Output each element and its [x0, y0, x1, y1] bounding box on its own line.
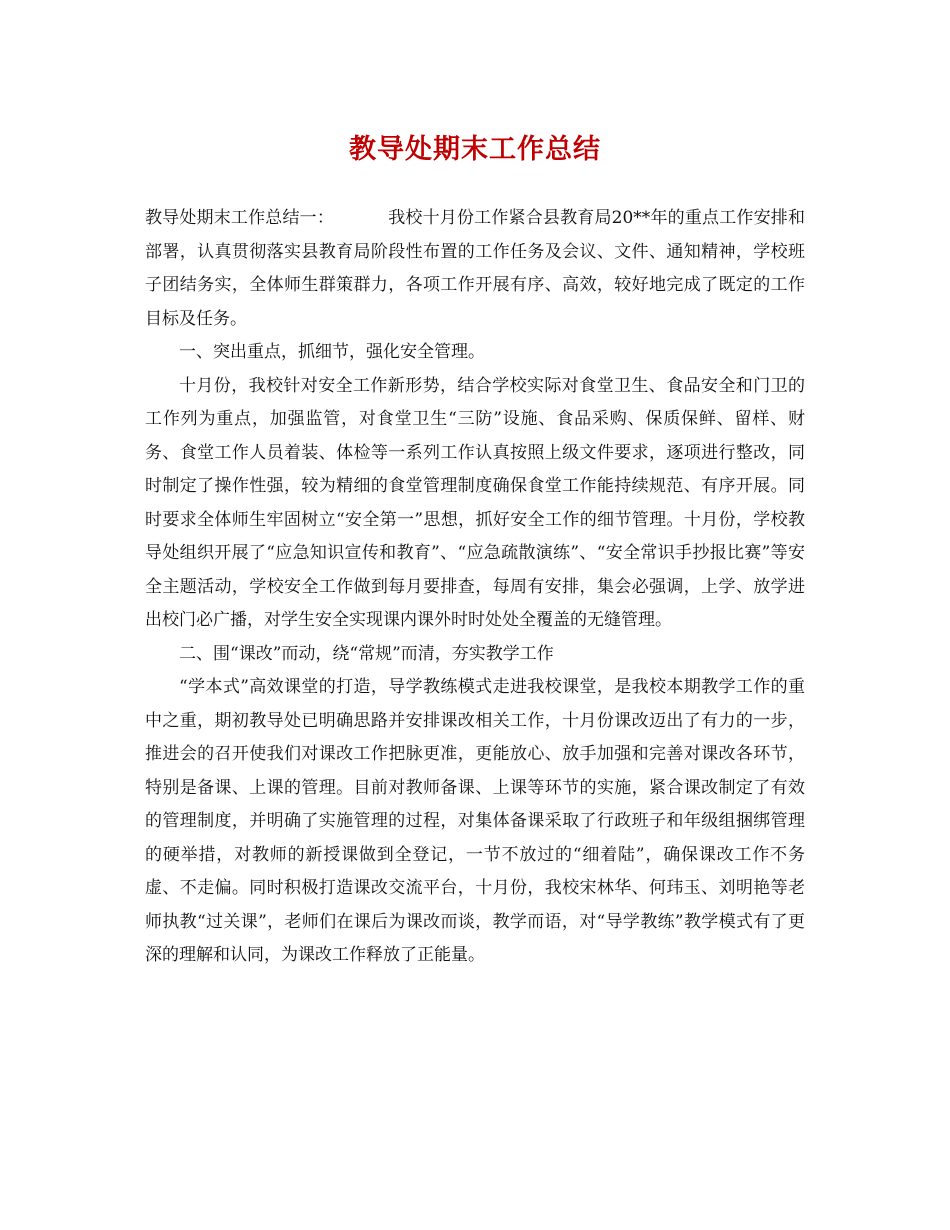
intro-paragraph [145, 202, 805, 336]
intro-label: 教导处期末工作总结一： [145, 208, 335, 228]
document-title: 教导处期末工作总结 [349, 134, 601, 165]
intro-text: 我校十月份工作紧合县教育局20**年的重点工作安排和部署，认真贯彻落实县教育局阶段性布置的工作任务及会议、文件、通知精神，学校班子团结务实，全体师生群策群力，各项工作开展有序、高效，较好地完成了既定的工作目标及任务。 [145, 208, 805, 329]
safety-paragraph: 十月份，我校针对安全工作新形势，结合学校实际对食堂卫生、食品安全和门卫的工作列为重点，加强监管，对食堂卫生“三防”设施、食品采购、保质保鲜、留样、财务、食堂工作人员着装、体检等一系列工作认真按照上级文件要求，逐项进行整改，同时制定了操作性强，较为精细的食堂管理制度确保食堂工作能持续规范、有序开展。同时要求全体师生牢固树立“安全第一”思想，抓好安全工作的细节管理。十月份，学校教导处组织开展了“应急知识宣传和教育”、“应急疏散演练”、“安全常识手抄报比赛”等安全主题活动，学校安全工作做到每月要排查，每周有安排，集会必强调，上学、放学进出校门必广播，对学生安全实现课内课外时时处处全覆盖的无缝管理。 [145, 375, 805, 630]
section-heading-safety: 一、突出重点，抓细节，强化安全管理。 [179, 342, 485, 362]
document-body [145, 202, 805, 973]
curriculum-paragraph: “学本式”高效课堂的打造，导学教练模式走进我校课堂，是我校本期教学工作的重中之重，期初教导处已明确思路并安排课改相关工作，十月份课改迈出了有力的一步，推进会的召开使我们对课改工作把脉更准，更能放心、放手加强和完善对课改各环节，特别是备课、上课的管理。目前对教师备课、上课等环节的实施，紧合课改制定了有效的管理制度，并明确了实施管理的过程，对集体备课采取了行政班子和年级组捆绑管理的硬举措，对教师的新授课做到全登记，一节不放过的“细着陆”，确保课改工作不务虚、不走偏。同时积极打造课改交流平台，十月份，我校宋林华、何玮玉、刘明艳等老师执教“过关课”，老师们在课后为课改而谈，教学而语，对“导学教练”教学模式有了更深的理解和认同，为课改工作释放了正能量。 [145, 677, 805, 965]
section-heading-curriculum: 二、围“课改”而动，绕“常规”而清，夯实教学工作 [179, 643, 554, 664]
